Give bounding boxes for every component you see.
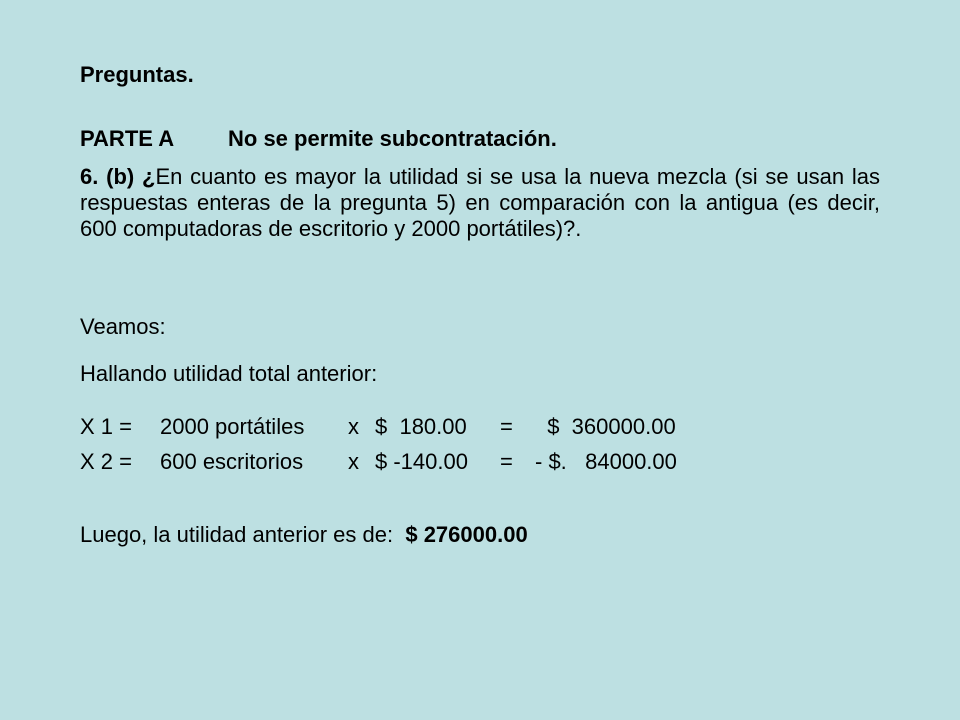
parte-label: PARTE A bbox=[80, 126, 175, 151]
equation-equals: = bbox=[500, 414, 513, 439]
question-number: 6. (b) ¿ bbox=[80, 164, 156, 189]
equation-times: x bbox=[348, 414, 359, 439]
conclusion-line bbox=[80, 522, 528, 548]
equation-variable: X 2 = bbox=[80, 449, 132, 474]
equation-result: - $. 84000.00 bbox=[535, 449, 677, 474]
equation-times: x bbox=[348, 449, 359, 474]
conclusion-amount: $ 276000.00 bbox=[405, 522, 528, 547]
equation-quantity: 2000 portátiles bbox=[160, 414, 305, 439]
question-paragraph bbox=[80, 164, 880, 242]
equation-result: $ 360000.00 bbox=[535, 414, 676, 439]
conclusion-text: Luego, la utilidad anterior es de: bbox=[80, 522, 394, 547]
parte-description: No se permite subcontratación. bbox=[228, 126, 557, 151]
question-text: En cuanto es mayor la utilidad si se usa la nueva mezcla (si se usan las respuestas enteras de la pregunta 5) en comparación con la antigua (es decir, 600 computadoras de escritorio y 2000 portátiles)?. bbox=[80, 164, 880, 241]
equation-equals: = bbox=[500, 449, 513, 474]
hallando-label: Hallando utilidad total anterior: bbox=[80, 361, 378, 386]
veamos-label: Veamos: bbox=[80, 314, 166, 339]
slide-title: Preguntas. bbox=[80, 62, 194, 87]
parte-heading bbox=[80, 126, 557, 152]
equation-quantity: 600 escritorios bbox=[160, 449, 304, 474]
equation-price: $ 180.00 bbox=[375, 414, 467, 439]
equation-variable: X 1 = bbox=[80, 414, 132, 439]
equation-price: $ -140.00 bbox=[375, 449, 468, 474]
